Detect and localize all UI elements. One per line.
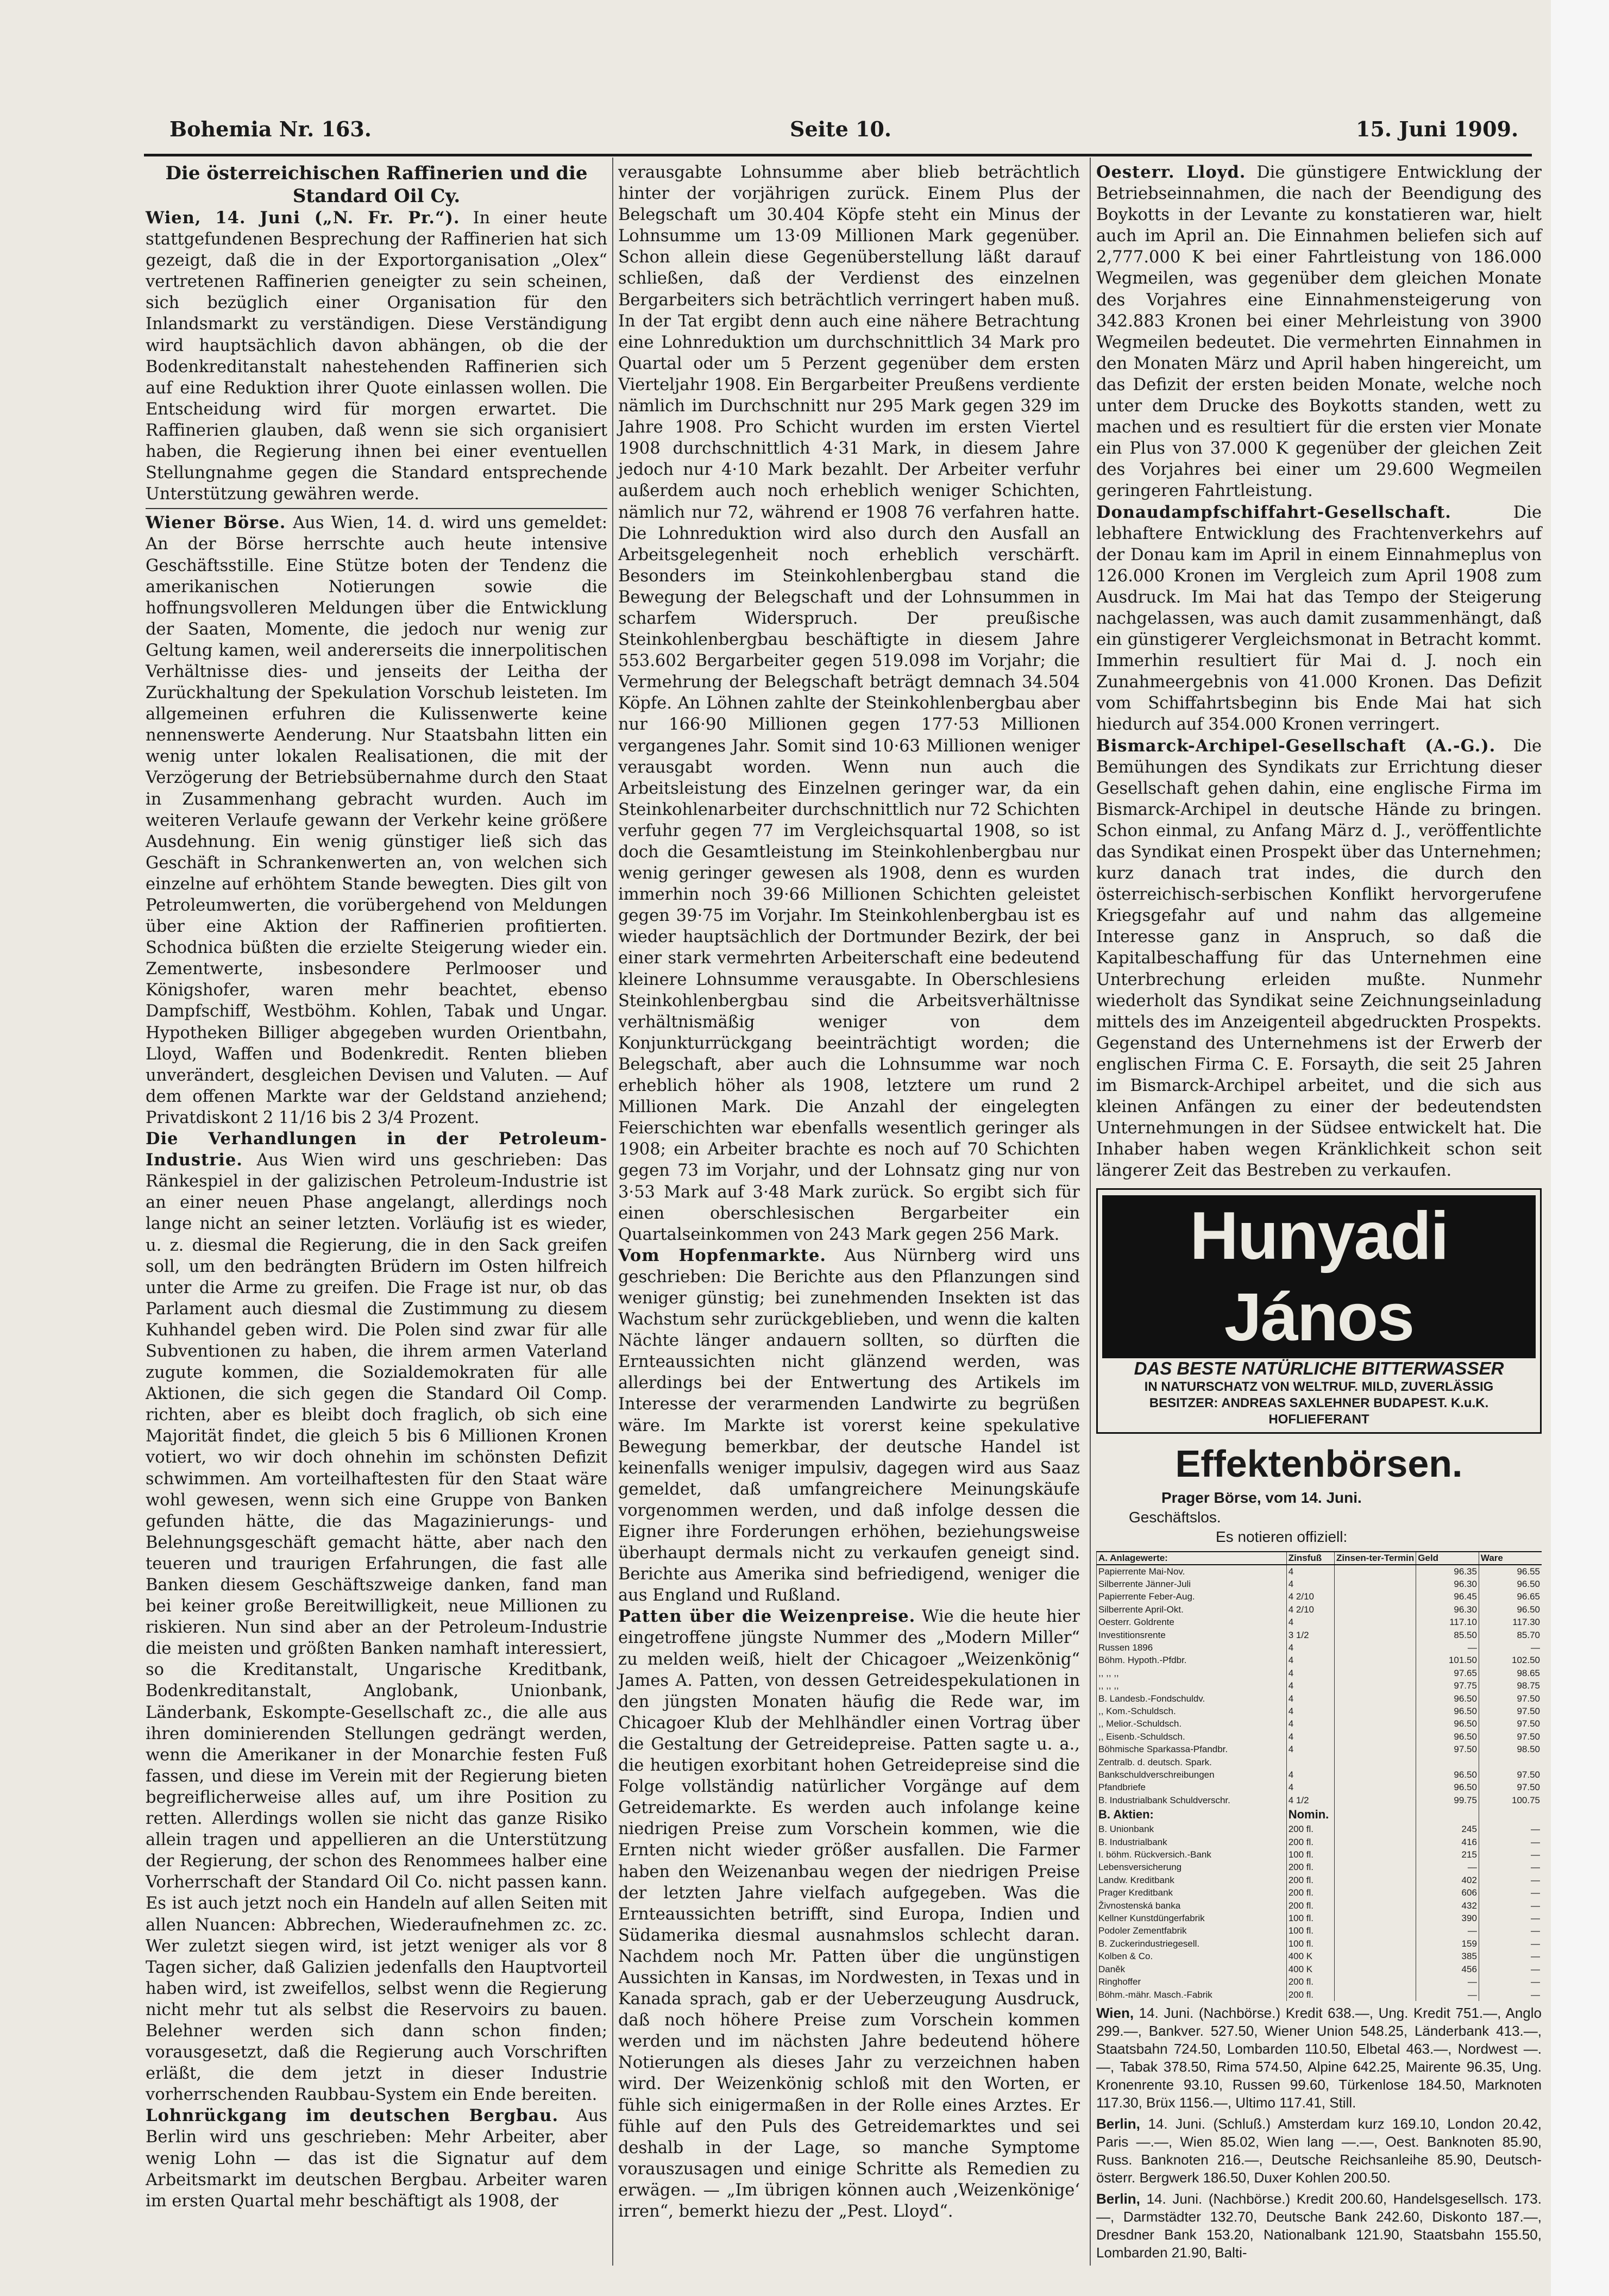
article-lohnrueckgang [146, 2105, 607, 2211]
cell-name: Zentralb. d. deutsch. Spark. [1097, 1756, 1287, 1768]
table-row [1097, 1963, 1542, 1975]
cell-ware: 85.70 [1479, 1629, 1542, 1641]
cell-ware: 102.50 [1479, 1654, 1542, 1666]
cell-term [1335, 1603, 1416, 1616]
market-report-wien [1096, 2004, 1542, 2112]
cell-geld: 101.50 [1416, 1654, 1479, 1666]
cell-rate: 4 [1286, 1641, 1334, 1654]
cell-name: Silberrente April-Okt. [1097, 1603, 1287, 1616]
table-row [1097, 1848, 1542, 1861]
header-ware: Ware [1479, 1552, 1542, 1565]
cell-term [1335, 1667, 1416, 1679]
cell-ware: 100.75 [1479, 1794, 1542, 1806]
cell-rate: 200 fl. [1286, 1886, 1334, 1899]
cell-name: I. böhm. Rückversich.-Bank [1097, 1848, 1287, 1861]
cell-name: B. Landesb.-Fondschuldv. [1097, 1692, 1287, 1705]
table-row [1097, 1861, 1542, 1873]
cell-term [1335, 1641, 1416, 1654]
article-body: Die Bemühungen des Syndikats zur Errichtung dieser Gesellschaft gehen dahin, eine englische Firma im Bismarck-Archipel in deutsche Hände zu bringen. Schon einmal, zu Anfang März d. J., veröffentlichte das Syndikat einen Prospekt über das Unternehmen; kurz danach trat indes, die durch den österreichisch-serbischen Konflikt hervorgerufene Kriegsgefahr auf und nahm das allgemeine Interesse ganz in Anspruch, so daß die Kapitalbeschaffung für das Unternehmen eine Unterbrechung erleiden mußte. Nunmehr wiederholt das Syndikat seine Zeichnungseinladung mittels des im Anzeigenteil abgedruckten Prospekts. Gegenstand des Unternehmens ist der Erwerb der englischen Firma C. E. Forsayth, die seit 25 Jahren im Bismarck-Archipel arbeitet, und die sich aus kleinen Anfängen zu einer der bedeutendsten Unternehmungen in der Südsee entwickelt hat. Die Inhaber haben wegen Kränklichkeit schon seit längerer Zeit das Bestreben zu verkaufen. [1096, 736, 1542, 1181]
cell-ware: 97.50 [1479, 1705, 1542, 1717]
cell-rate: 4 2/10 [1286, 1590, 1334, 1603]
cell-term [1335, 1988, 1416, 2001]
advertisement-hunyadi-janos [1096, 1188, 1542, 1434]
market-city: Berlin, [1096, 2190, 1140, 2207]
ad-slogan: DAS BESTE NATÜRLICHE BITTERWASSER [1134, 1358, 1504, 1378]
page-header-right: 15. Juni 1909. [1356, 117, 1519, 141]
cell-rate: 4 [1286, 1578, 1334, 1590]
cell-term [1335, 1756, 1416, 1768]
table-row [1097, 1717, 1542, 1730]
article-petroleum [146, 1128, 607, 2105]
ad-line: IN NATURSCHATZ VON WELTRUF. MILD, ZUVERLÄSSIG [1144, 1379, 1494, 1394]
article-head: Patten über die Weizenpreise. [618, 1607, 916, 1627]
cell-geld: 117.10 [1416, 1616, 1479, 1628]
article-donaudampfschiffahrt [1096, 502, 1542, 736]
article-head: Donaudampfschiffahrt-Gesellschaft. [1096, 502, 1451, 522]
article-hopfenmarkt [618, 1245, 1080, 1607]
cell-term [1335, 1836, 1416, 1848]
cell-rate: 3 1/2 [1286, 1629, 1334, 1641]
cell-name: Kolben & Co. [1097, 1950, 1287, 1962]
cell-name: ,, Melior.-Schuldsch. [1097, 1717, 1287, 1730]
article-body: Die günstigere Entwicklung der Betriebseinnahmen, die nach der Beendigung des Boykotts in der Levante zu konstatieren war, hielt auch im April an. Die Einnahmen beliefen sich auf 2,777.000 K bei einer Fahrtleistung von 186.000 Wegmeilen, was gegenüber dem gleichen Monate des Vorjahres eine Einnahmensteigerung von 342.883 Kronen bei einer Mehrleistung von 3900 Wegmeilen bedeutet. Die vermehrten Einnahmen in den Monaten März und April haben hingereicht, um das Defizit der ersten beiden Monate, welche noch unter dem Drucke des Boykotts standen, wett zu machen und es resultiert für die ersten vier Monate ein Plus von 37.000 K gegenüber der gleichen Zeit des Vorjahres bei einer um 29.600 Wegmeilen geringeren Fahrtleistung. [1096, 163, 1542, 501]
cell-ware: 98.75 [1479, 1679, 1542, 1692]
table-row [1097, 1794, 1542, 1806]
table-row [1097, 1603, 1542, 1616]
cell-geld: 85.50 [1416, 1629, 1479, 1641]
article-patten [618, 1606, 1080, 2222]
cell-ware: 97.50 [1479, 1781, 1542, 1793]
cell-rate: 4 [1286, 1705, 1334, 1717]
table-row [1097, 1578, 1542, 1590]
table-row [1097, 1667, 1542, 1679]
cell-geld: 402 [1416, 1874, 1479, 1886]
cell-ware: 97.50 [1479, 1730, 1542, 1743]
cell-ware: — [1479, 1963, 1542, 1975]
table-subheader [1097, 1806, 1542, 1823]
article-body: Wie die heute hier eingetroffene jüngste Nummer des „Modern Miller“ zu melden weiß, hielt der Chicagoer „Weizenkönig“ James A. Patten, von dessen Getreidespekulationen in den jüngsten Monaten häufig die Rede war, im Chicagoer Klub der Mehlhändler einen Vortrag über die Gestaltung der Getreidepreise. Patten sagte u. a., die heutigen exorbitant hohen Getreidepreise sind die Folge vollständig natürlicher Vorgänge auf dem Getreidemarkte. Es werden auch infolange keine niedrigen Preise zum Vorschein kommen, wie die Ernten nicht wieder größer ausfallen. Die Farmer haben den Weizenanbau wegen der niedrigen Preise der letzten Jahre vielfach aufgegeben. Was die Ernteaussichten betrifft, sind Europa, Indien und Südamerika diesmal ausnahmslos schlecht daran. Nachdem noch Mr. Patten über die ungünstigen Aussichten in Kansas, im Nordwesten, in Texas und in Kanada sprach, gab er der Ueberzeugung Ausdruck, daß noch höhere Preise zum Vorschein kommen werden und im nächsten Jahre bedeutend höhere Notierungen als dieses Jahr zu verzeichnen haben wird. Der Weizenkönig schloß mit den Worten, er fühle sich einigermaßen in der Rolle eines Arztes. Er fühle auf den Puls des Getreidemarktes und sei deshalb in der Lage, so manche Symptome vorauszusagen und einige Schritte als Remedien zu erwägen. — „Im übrigen können auch ‚Weizenkönige‘ irren“, bemerkt hiezu der „Pest. Lloyd“. [618, 1607, 1080, 2221]
cell-term [1335, 1565, 1416, 1578]
cell-rate: 100 fl. [1286, 1912, 1334, 1924]
cell-name: Podoler Zementfabrik [1097, 1924, 1287, 1937]
cell-rate: 4 2/10 [1286, 1603, 1334, 1616]
table-row [1097, 1975, 1542, 1988]
table-row [1097, 1641, 1542, 1654]
article-lohnrueckgang-continued: verausgabte Lohnsumme aber blieb beträchtlich hinter der vorjährigen zurück. Einem Plus der Belegschaft um 30.404 Köpfe steht ein Minus der Lohnsumme um 13·09 Millionen Mark gegenüber. Schon allein diese Gegenüberstellung läßt darauf schließen, daß der Verdienst des einzelnen Bergarbeiters sich beträchtlich verringert haben muß. In der Tat ergibt denn auch eine nähere Betrachtung eine Lohnreduktion um durchschnittlich 34 Mark pro Quartal oder um 5 Perzent gegenüber dem ersten Vierteljahr 1908. Ein Bergarbeiter Preußens verdiente nämlich im Durchschnitt nur 295 Mark gegen 329 im Jahre 1908. Pro Schicht wurden im ersten Viertel 1908 durchschnittlich 4·31 Mark, in diesem Jahre jedoch nur 4·10 Mark bezahlt. Der Arbeiter verfuhr außerdem auch noch erheblich weniger Schichten, nämlich nur 72, während er 1908 76 verfahren hatte. Die Lohnreduktion wird also durch den Ausfall an Arbeitsgelegenheit noch erheblich verschärft. Besonders im Steinkohlenbergbau stand die Bewegung der Belegschaft und der Lohnsummen in scharfem Widerspruch. Der preußische Steinkohlenbergbau beschäftigte in diesem Jahre 553.602 Bergarbeiter gegen 519.098 im Vorjahr; die Vermehrung der Belegschaft beträgt demnach 34.504 Köpfe. An Löhnen zahlte der Steinkohlenbergbau aber nur 166·90 Millionen gegen 177·53 Millionen vergangenes Jahr. Somit sind 10·63 Millionen weniger verausgabt worden. Wenn nun auch die Arbeitsleistung des Einzelnen geringer war, da ein Steinkohlenarbeiter durchschnittlich nur 72 Schichten verfuhr gegen 77 im Vergleichsquartal 1908, so ist doch die Gesamtleistung im Steinkohlenbergbau nur wenig geringer gewesen als 1908, denn es wurden immerhin noch 39·66 Millionen Schichten geleistet gegen 39·75 im Vorjahr. Im Steinkohlenbergbau ist es wieder hauptsächlich der Dortmunder Bezirk, der bei einer stark vermehrten Arbeiterschaft eine bedeutend kleinere Lohnsumme verausgabte. In Oberschlesiens Steinkohlenbergbau sind die Arbeitsverhältnisse verhältnismäßig weniger von dem Konjunkturrückgang beeinträchtigt worden; die Belegschaft, aber auch die Lohnsumme war noch erheblich höher als 1908, letztere um rund 2 Millionen Mark. Die Anzahl der eingelegten Feierschichten war ebenfalls wesentlich geringer als 1908; ein Arbeiter brachte es noch auf 70 Schichten gegen 73 im Vorjahr, und der Lohnsatz ging nur von 3·53 Mark auf 3·48 Mark zurück. So ergibt sich für einen oberschlesischen Bergarbeiter ein Quartalseinkommen von 243 Mark gegen 256 Mark. [618, 163, 1080, 1244]
section-title-effektenboersen: Effektenbörsen. [1175, 1442, 1463, 1485]
cell-rate: 200 fl. [1286, 1899, 1334, 1912]
cell-ware: — [1479, 1874, 1542, 1886]
eff-note: Es notieren offiziell: [1216, 1528, 1348, 1545]
cell-name: Pfandbriefe [1097, 1781, 1287, 1793]
cell-ware: 96.50 [1479, 1603, 1542, 1616]
cell-name: Lebensversicherung [1097, 1861, 1287, 1873]
cell-ware: — [1479, 1836, 1542, 1848]
cell-term [1335, 1899, 1416, 1912]
ad-brand: Hunyadi János [1102, 1195, 1536, 1358]
quotes-table [1096, 1551, 1542, 2001]
header-name: A. Anlagewerte: [1097, 1552, 1287, 1565]
market-city: Berlin, [1096, 2115, 1140, 2132]
cell-ware: 98.65 [1479, 1667, 1542, 1679]
table-row [1097, 1937, 1542, 1950]
article-title-raffinerien: Die österreichischen Raffinerien und die Standard Oil Cy. [165, 162, 588, 207]
cell-term [1335, 1912, 1416, 1924]
table-row [1097, 1565, 1542, 1578]
cell-term [1335, 1578, 1416, 1590]
cell-name: B. Zuckerindustriegesell. [1097, 1937, 1287, 1950]
table-section-b-header [1097, 1806, 1542, 1823]
cell-geld: — [1416, 1975, 1479, 1988]
article-head: Vom Hopfenmarkte. [618, 1245, 827, 1265]
article-oesterr-lloyd [1096, 162, 1542, 502]
column-1 [146, 162, 607, 2212]
cell-ware: — [1479, 1950, 1542, 1962]
cell-geld: — [1416, 1924, 1479, 1937]
subheader-aktien: B. Aktien: [1097, 1806, 1287, 1823]
article-head: Wien, 14. Juni („N. Fr. Pr.“). [146, 208, 460, 228]
table-header [1097, 1552, 1542, 1565]
cell-name: Investitionsrente [1097, 1629, 1287, 1641]
cell-term [1335, 1874, 1416, 1886]
cell-geld: 99.75 [1416, 1794, 1479, 1806]
cell-rate: 4 [1286, 1667, 1334, 1679]
cell-ware: — [1479, 1823, 1542, 1835]
cell-geld: — [1416, 1988, 1479, 2001]
cell-term [1335, 1717, 1416, 1730]
ad-owner: BESITZER: ANDREAS SAXLEHNER BUDAPEST. K.u.K. HOFLIEFERANT [1149, 1395, 1489, 1427]
cell-term [1335, 1730, 1416, 1743]
table-row [1097, 1692, 1542, 1705]
cell-term [1335, 1937, 1416, 1950]
table-row [1097, 1899, 1542, 1912]
cell-term [1335, 1743, 1416, 1755]
table-row [1097, 1590, 1542, 1603]
cell-geld: 96.50 [1416, 1692, 1479, 1705]
cell-rate: 400 K [1286, 1950, 1334, 1962]
cell-ware: — [1479, 1886, 1542, 1899]
market-body: 14. Juni. (Nachbörse.) Kredit 200.60, Handelsgesellsch. 173.—, Darmstädter 132.70, Deutsche Bank 242.60, Diskonto 187.—, Dresdner Bank 153.20, Nationalbank 121.90, Staatsbahn 155.50, Lombarden 21.90, Balti- [1096, 2190, 1542, 2261]
cell-name: B. Industrialbank Schuldverschr. [1097, 1794, 1287, 1806]
market-report-berlin-nachboerse [1096, 2190, 1542, 2262]
table-row [1097, 1781, 1542, 1793]
cell-term [1335, 1629, 1416, 1641]
cell-geld: 96.45 [1416, 1590, 1479, 1603]
cell-name: B. Unionbank [1097, 1823, 1287, 1835]
cell-ware: 96.55 [1479, 1565, 1542, 1578]
article-head: Bismarck-Archipel-Gesellschaft (A.-G.). [1096, 736, 1496, 756]
cell-ware: — [1479, 1641, 1542, 1654]
cell-term [1335, 1886, 1416, 1899]
market-report-berlin-schluss [1096, 2115, 1542, 2187]
cell-geld: 96.30 [1416, 1603, 1479, 1616]
cell-term [1335, 1590, 1416, 1603]
header-rule [144, 154, 1532, 156]
cell-ware: — [1479, 1861, 1542, 1873]
cell-rate: 400 K [1286, 1963, 1334, 1975]
cell-rate: 4 [1286, 1565, 1334, 1578]
cell-geld: 97.75 [1416, 1679, 1479, 1692]
article-raffinerien [146, 208, 607, 505]
table-row [1097, 1756, 1542, 1768]
cell-ware: — [1479, 1848, 1542, 1861]
page-margin [1551, 0, 1609, 2296]
cell-geld: 606 [1416, 1886, 1479, 1899]
table-row [1097, 1768, 1542, 1781]
cell-rate [1286, 1756, 1334, 1768]
article-body: In einer heute stattgefundenen Besprechung der Raffinerien hat sich gezeigt, daß die in der Exportorganisation „Olex“ vertretenen Raffinerien geneigter zu sein scheinen, sich bezüglich einer Organisation für den Inlandsmarkt zu verständigen. Diese Verständigung wird hauptsächlich davon abhängen, ob die der Bodenkreditanstalt nahestehenden Raffinerien sich auf eine Reduktion ihrer Quote einlassen wollen. Die Entscheidung wird für morgen erwartet. Die Raffinerien glauben, daß wenn sie sich organisiert haben, die Regierung ihnen bei einer eventuellen Stellungnahme gegen die Standard entsprechende Unterstützung gewähren werde. [146, 209, 607, 504]
cell-term [1335, 1848, 1416, 1861]
eff-status: Geschäftslos. [1129, 1508, 1221, 1526]
page-header-center: Seite 10. [790, 117, 892, 141]
cell-term [1335, 1616, 1416, 1628]
cell-ware: 96.65 [1479, 1590, 1542, 1603]
column-divider-2 [1090, 158, 1091, 2266]
cell-geld: 432 [1416, 1899, 1479, 1912]
article-wiener-boerse [146, 512, 607, 1128]
cell-name: Živnostenská banka [1097, 1899, 1287, 1912]
table-section-b [1097, 1823, 1542, 2001]
cell-name: Kellner Kunstdüngerfabrik [1097, 1912, 1287, 1924]
article-head: Wiener Börse. [146, 513, 286, 533]
cell-name: Ringhoffer [1097, 1975, 1287, 1988]
cell-name: Böhm.-mähr. Masch.-Fabrik [1097, 1988, 1287, 2001]
cell-term [1335, 1781, 1416, 1793]
cell-term [1335, 1705, 1416, 1717]
cell-ware: — [1479, 1975, 1542, 1988]
cell-ware: — [1479, 1912, 1542, 1924]
cell-geld: 96.50 [1416, 1730, 1479, 1743]
cell-name: Russen 1896 [1097, 1641, 1287, 1654]
cell-rate: 4 [1286, 1679, 1334, 1692]
cell-geld: 96.50 [1416, 1705, 1479, 1717]
cell-rate: 200 fl. [1286, 1988, 1334, 2001]
cell-rate: 4 [1286, 1743, 1334, 1755]
cell-rate: 4 [1286, 1730, 1334, 1743]
cell-rate: 200 fl. [1286, 1823, 1334, 1835]
cell-term [1335, 1823, 1416, 1835]
cell-name: Papierrente Feber-Aug. [1097, 1590, 1287, 1603]
cell-name: Böhmische Sparkassa-Pfandbr. [1097, 1743, 1287, 1755]
table-row [1097, 1730, 1542, 1743]
table-row [1097, 1836, 1542, 1848]
table-row [1097, 1679, 1542, 1692]
cell-rate: 100 fl. [1286, 1937, 1334, 1950]
article-bismarck-archipel [1096, 736, 1542, 1182]
table-section-a [1097, 1565, 1542, 1807]
cell-name: Oesterr. Goldrente [1097, 1616, 1287, 1628]
cell-geld: 96.35 [1416, 1565, 1479, 1578]
cell-geld: — [1416, 1861, 1479, 1873]
cell-ware: 97.50 [1479, 1717, 1542, 1730]
cell-rate: 4 [1286, 1768, 1334, 1781]
cell-geld: 215 [1416, 1848, 1479, 1861]
table-row [1097, 1654, 1542, 1666]
page-header-left: Bohemia Nr. 163. [169, 117, 372, 141]
cell-name: ,, Kom.-Schuldsch. [1097, 1705, 1287, 1717]
cell-rate: 200 fl. [1286, 1975, 1334, 1988]
eff-subtitle: Prager Börse, vom 14. Juni. [1161, 1489, 1362, 1506]
cell-geld: 159 [1416, 1937, 1479, 1950]
cell-term [1335, 1924, 1416, 1937]
cell-geld: 390 [1416, 1912, 1479, 1924]
cell-name: Prager Kreditbank [1097, 1886, 1287, 1899]
cell-rate: 4 1/2 [1286, 1794, 1334, 1806]
cell-ware: — [1479, 1899, 1542, 1912]
cell-name: ,, Eisenb.-Schuldsch. [1097, 1730, 1287, 1743]
cell-term [1335, 1950, 1416, 1962]
cell-ware: 97.50 [1479, 1692, 1542, 1705]
market-body: 14. Juni. (Schluß.) Amsterdam kurz 169.10, London 20.42, Paris —.—, Wien 85.02, Wien lang —.—, Oest. Banknoten 85.90, Russ. Banknoten 216.—, Deutsche Reichsanleihe 85.90, Deutsch-österr. Bergwerk 186.50, Duxer Kohlen 200.50. [1096, 2115, 1542, 2186]
cell-term [1335, 1861, 1416, 1873]
table-row [1097, 1616, 1542, 1628]
cell-ware: 97.50 [1479, 1768, 1542, 1781]
cell-rate: 4 [1286, 1654, 1334, 1666]
column-divider-1 [612, 158, 613, 2266]
cell-ware: 117.30 [1479, 1616, 1542, 1628]
cell-name: ,, ,, ,, [1097, 1679, 1287, 1692]
cell-name: Bankschuldverschreibungen [1097, 1768, 1287, 1781]
article-head: Die Verhandlungen in der Petroleum-Industrie. [146, 1129, 607, 1170]
market-city: Wien, [1096, 2004, 1134, 2021]
table-row [1097, 1874, 1542, 1886]
cell-geld [1416, 1756, 1479, 1768]
cell-geld: 245 [1416, 1823, 1479, 1835]
cell-rate: 200 fl. [1286, 1861, 1334, 1873]
article-body: Die lebhaftere Entwicklung des Frachtenverkehrs auf der Donau kam im April in einem Einnahmeplus von 126.000 Kronen im Vergleich zum April 1908 zum Ausdruck. Im Mai hat das Tempo der Steigerung nachgelassen, was auch damit zusammenhängt, daß ein günstigerer Vergleichsmonat in Betracht kommt. Immerhin resultiert für Mai d. J. noch ein Zunahmeergebnis von 41.000 Kronen. Das Defizit vom Schiffahrtsbeginn bis Ende Mai hat sich hiedurch auf 354.000 Kronen verringert. [1096, 503, 1542, 735]
header-geld: Geld [1416, 1552, 1479, 1565]
cell-geld: 97.50 [1416, 1743, 1479, 1755]
cell-name: ,, ,, ,, [1097, 1667, 1287, 1679]
article-body: Aus Berlin wird uns geschrieben: Mehr Arbeiter, aber wenig Lohn — das ist die Signatur auf dem Arbeitsmarkt im deutschen Bergbau. Arbeiter waren im ersten Quartal mehr beschäftigt als 1908, der [146, 2106, 607, 2211]
cell-geld: 96.50 [1416, 1768, 1479, 1781]
cell-rate: 4 [1286, 1616, 1334, 1628]
cell-rate: 200 fl. [1286, 1874, 1334, 1886]
cell-rate: 100 fl. [1286, 1848, 1334, 1861]
empty-cell [1416, 1806, 1479, 1823]
table-row [1097, 1950, 1542, 1962]
header-zinsfuss: Zinsfuß [1286, 1552, 1334, 1565]
table-row [1097, 1924, 1542, 1937]
cell-name: Böhm. Hypoth.-Pfdbr. [1097, 1654, 1287, 1666]
cell-geld: — [1416, 1641, 1479, 1654]
table-row [1097, 1705, 1542, 1717]
table-row [1097, 1886, 1542, 1899]
subheader-nomin: Nomin. [1286, 1806, 1334, 1823]
table-row [1097, 1912, 1542, 1924]
cell-rate: 4 [1286, 1781, 1334, 1793]
cell-rate: 200 fl. [1286, 1836, 1334, 1848]
cell-ware [1479, 1756, 1542, 1768]
cell-name: Landw. Kreditbank [1097, 1874, 1287, 1886]
cell-term [1335, 1679, 1416, 1692]
table-row [1097, 1823, 1542, 1835]
cell-geld: 416 [1416, 1836, 1479, 1848]
cell-rate: 4 [1286, 1717, 1334, 1730]
column-2 [618, 162, 1080, 2222]
cell-name: Daněk [1097, 1963, 1287, 1975]
cell-ware: 98.50 [1479, 1743, 1542, 1755]
cell-geld: 456 [1416, 1963, 1479, 1975]
header-termin: Zinsen-ter-Termin [1335, 1552, 1416, 1565]
cell-ware: — [1479, 1988, 1542, 2001]
table-row [1097, 1988, 1542, 2001]
article-body: Aus Nürnberg wird uns geschrieben: Die Berichte aus den Pflanzungen sind weniger günstig; bei zunehmenden Insekten ist das Wachstum sehr zurückgeblieben, und wenn die kalten Nächte länger andauern sollten, so dürften die Ernteaussichten nicht glänzend werden, was allerdings bei der Entwertung des Artikels im Interesse der verarmenden Landwirte zu begrüßen wäre. Im Markte ist vorerst keine spekulative Bewegung bemerkbar, der deutsche Handel ist keinenfalls weniger impulsiv, dagegen wird aus Saaz gemeldet, daß umfangreichere Meinungskäufe vorgenommen werden, und daß infolge dessen die Eigner ihre Forderungen erhöhen, beziehungsweise überhaupt dermals nicht zu verkaufen geneigt sind. Berichte aus Amerika sind befriedigend, weniger die aus England und Rußland. [618, 1246, 1080, 1605]
cell-term [1335, 1963, 1416, 1975]
column-3 [1096, 162, 1542, 2262]
article-body: Aus Wien wird uns geschrieben: Das Ränkespiel in der galizischen Petroleum-Industrie ist an einer neuen Phase angelangt, allerdings noch lange nicht an seiner letzten. Vorläufig ist es wieder, u. z. diesmal die Regierung, die in den Sack greifen soll, um den bedrängten Brüdern im Osten hilfreich unter die Arme zu greifen. Die Frage ist nur, ob das Parlament auch diesmal die Zustimmung zu diesem Kuhhandel geben wird. Die Polen sind zwar für alle Subventionen zu haben, die ihrem armen Vaterland zugute kommen, die Sozialdemokraten für alle Aktionen, die sich gegen die Standard Oil Comp. richten, aber es bleibt doch fraglich, ob sich eine Majorität findet, die gleich 5 bis 6 Millionen Kronen votiert, wo wir doch ohnehin im schönsten Defizit schwimmen. Am vorteilhaftesten für den Staat wäre wohl gewesen, wenn sich eine Gruppe von Banken gefunden hätte, die das Magazinierungs- und Belehnungsgeschäft gemacht hätte, aber nach den teueren und traurigen Erfahrungen, die fast alle Banken diesem Geschäftszweige danken, fand man bei keiner große Bereitwilligkeit, neue Millionen zu riskieren. Nun sind aber an der Petroleum-Industrie die meisten und größten Banken namhaft interessiert, so die Kreditanstalt, Ungarische Kreditbank, Bodenkreditanstalt, Anglobank, Unionbank, Länderbank, Eskompte-Gesellschaft zc., die alle aus ihren dominierenden Stellungen gedrängt werden, wenn die Amerikaner in der Monarchie festen Fuß fassen, und diese im Verein mit der Regierung bieten begreiflicherweise alles auf, um ihre Position zu retten. Allerdings wollen sie nicht das ganze Risiko allein tragen und appellieren an die Unterstützung der Regierung, der schon des Renommees halber eine Vorherrschaft der Standard Oil Co. nicht passen kann. Es ist auch jetzt noch ein Handeln auf allen Seiten mit allen Nuancen: Abbrechen, Wiederaufnehmen zc. zc. Wer zuletzt siegen wird, ist jetzt weniger als vor 8 Tagen sicher, daß Galizien jedenfalls den Hauptvorteil haben wird, ist zweifellos, selbst wenn die Regierung nicht mehr tut als selbst die Reservoirs zu bauen. Belehner werden sich dann schon finden; vorausgesetzt, daß die Regierung auch Vorschriften erläßt, die dem jetzt in dieser Industrie vorherrschenden Raubbau-System ein Ende bereiten. [146, 1151, 607, 2105]
table-row [1097, 1629, 1542, 1641]
cell-term [1335, 1768, 1416, 1781]
cell-term [1335, 1794, 1416, 1806]
cell-name: Silberrente Jänner-Juli [1097, 1578, 1287, 1590]
article-head: Oesterr. Lloyd. [1096, 162, 1246, 182]
empty-cell [1479, 1806, 1542, 1823]
cell-term [1335, 1654, 1416, 1666]
cell-geld: 385 [1416, 1950, 1479, 1962]
cell-rate: 100 fl. [1286, 1924, 1334, 1937]
cell-name: Papierrente Mai-Nov. [1097, 1565, 1287, 1578]
cell-geld: 97.65 [1416, 1667, 1479, 1679]
empty-cell [1335, 1806, 1416, 1823]
cell-geld: 96.50 [1416, 1781, 1479, 1793]
cell-term [1335, 1692, 1416, 1705]
cell-rate: 4 [1286, 1692, 1334, 1705]
table-row [1097, 1743, 1542, 1755]
cell-name: B. Industrialbank [1097, 1836, 1287, 1848]
cell-ware: 96.50 [1479, 1578, 1542, 1590]
cell-ware: — [1479, 1937, 1542, 1950]
cell-term [1335, 1975, 1416, 1988]
article-body: Aus Wien, 14. d. wird uns gemeldet: An der Börse herrschte auch heute intensive Geschäftsstille. Eine Stütze boten der Tendenz die amerikanischen Notierungen sowie die hoffnungsvolleren Meldungen über die Entwicklung der Saaten, Momente, die jedoch nur wenig zur Geltung kamen, weil andererseits die innerpolitischen Verhältnisse dies- und jenseits der Leitha der Zurückhaltung der Spekulation Vorschub leisteten. Im allgemeinen erfuhren die Kulissenwerte keine nennenswerte Aenderung. Nur Staatsbahn litten ein wenig unter lokalen Realisationen, die mit der Verzögerung der Betriebsübernahme durch den Staat in Zusammenhang gebracht wurden. Auch im weiteren Verlaufe gewann der Verkehr keine größere Ausdehnung. Ein wenig günstiger ließ sich das Geschäft in Schrankenwerten an, von welchen sich einzelne auf erhöhtem Stande bewegten. Dies gilt von Petroleumwerten, die vorübergehend von Meldungen über eine Aktion der Raffinerien profitierten. Schodnica büßten die erzielte Steigerung wieder ein. Zementwerte, insbesondere Perlmooser und Königshofer, waren mehr beachtet, ebenso Dampfschiff, Westböhm. Kohlen, Tabak und Ungar. Hypotheken Billiger abgegeben wurden Orientbahn, Lloyd, Waffen und Bodenkredit. Renten blieben unverändert, desgleichen Devisen und Valuten. — Auf dem offenen Markte war der Geldstand anziehend; Privatdiskont 2 11/16 bis 2 3/4 Prozent. [146, 513, 607, 1127]
cell-geld: 96.30 [1416, 1578, 1479, 1590]
market-body: 14. Juni. (Nachbörse.) Kredit 638.—, Ung. Kredit 751.—, Anglo 299.—, Bankver. 527.50, Wiener Union 548.25, Länderbank 413.—, Staatsbahn 724.50, Lombarden 110.50, Elbetal 463.—, Nordwest —.—, Tabak 378.50, Rima 574.50, Alpine 642.25, Mairente 96.35, Ung. Kronenrente 93.10, Russen 99.60, Türkenlose 184.50, Marknoten 117.30, Brüx 1156.—, Ultimo 117.41, Still. [1096, 2004, 1542, 2111]
article-head: Lohnrückgang im deutschen Bergbau. [146, 2106, 559, 2126]
cell-geld: 96.50 [1416, 1717, 1479, 1730]
cell-ware: — [1479, 1924, 1542, 1937]
article-separator [146, 508, 607, 509]
